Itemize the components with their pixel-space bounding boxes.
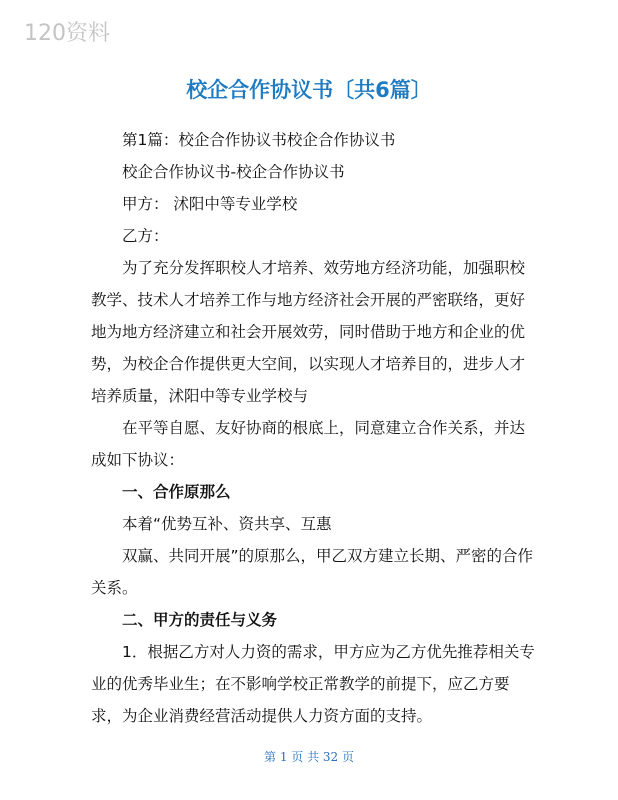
paragraph: 为了充分发挥职校人才培养、效劳地方经济功能，加强职校教学、技术人才培养工作与地方经济社会开展的严密联络，更好地为地方经济建立和社会开展效劳，同时借助于地方和企业的优势，为校企合作提供更大空间，以实现人才培养目的，进步人才培养质量，沭阳中等专业学校与 xyxy=(91,259,526,405)
paragraph: 第1篇：校企合作协议书校企合作协议书 xyxy=(122,131,396,149)
paragraph: 在平等自愿、友好协商的根底上，同意建立合作关系，并达成如下协议： xyxy=(91,419,526,469)
paragraph: 1．根据乙方对人力资的需求，甲方应为乙方优先推荐相关专业的优秀毕业生；在不影响学校正常教学的前提下，应乙方要求，为企业消费经营活动提供人力资方面的支持。 xyxy=(91,643,535,725)
document-body xyxy=(91,124,536,732)
party-a-line: 甲方： 沭阳中等专业学校 xyxy=(122,195,298,213)
party-b-line: 乙方： xyxy=(122,227,169,245)
paragraph: 校企合作协议书-校企合作协议书 xyxy=(122,163,345,181)
page-number: 第 1 页 共 32 页 xyxy=(264,750,354,764)
section-heading: 二、甲方的责任与义务 xyxy=(122,611,278,629)
paragraph: 本着“优势互补、资共享、互惠 xyxy=(122,515,332,533)
watermark: 120资料 xyxy=(24,21,110,46)
paragraph: 双赢、共同开展”的原那么，甲乙双方建立长期、严密的合作关系。 xyxy=(91,547,534,597)
section-heading: 一、合作原那么 xyxy=(122,483,231,501)
document-title: 校企合作协议书〔共6篇〕 xyxy=(186,78,432,102)
